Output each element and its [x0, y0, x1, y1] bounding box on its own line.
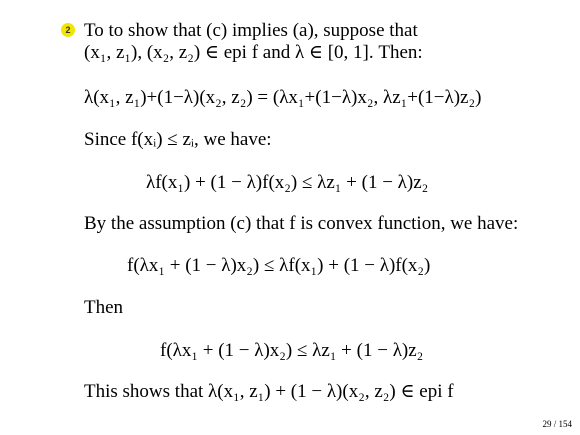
intro-line-2: (x₁, z₁), (x₂, z₂) ∈ epi f and λ ∈ [0, 1]. Then: — [84, 42, 423, 63]
equation-4: f(λx₁ + (1 − λ)x₂) ≤ λz₁ + (1 − λ)z₂ — [160, 340, 424, 361]
numbered-bullet: 2 — [61, 23, 75, 37]
conclusion-line: This shows that λ(x₁, z₁) + (1 − λ)(x₂, z₂) ∈ epi f — [84, 381, 454, 402]
equation-3: f(λx₁ + (1 − λ)x₂) ≤ λf(x₁) + (1 − λ)f(x₂) — [127, 255, 431, 276]
intro-line-1: To to show that (c) implies (a), suppose that — [84, 20, 418, 41]
since-line: Since f(xᵢ) ≤ zᵢ, we have: — [84, 129, 272, 150]
equation-2: λf(x₁) + (1 − λ)f(x₂) ≤ λz₁ + (1 − λ)z₂ — [146, 172, 429, 193]
page-number: 29 / 154 — [542, 419, 572, 429]
equation-1: λ(x₁, z₁)+(1−λ)(x₂, z₂) = (λx₁+(1−λ)x₂, λz₁+(1−λ)z₂) — [84, 87, 482, 108]
then-label: Then — [84, 297, 124, 318]
assumption-line: By the assumption (c) that f is convex function, we have: — [84, 213, 519, 234]
